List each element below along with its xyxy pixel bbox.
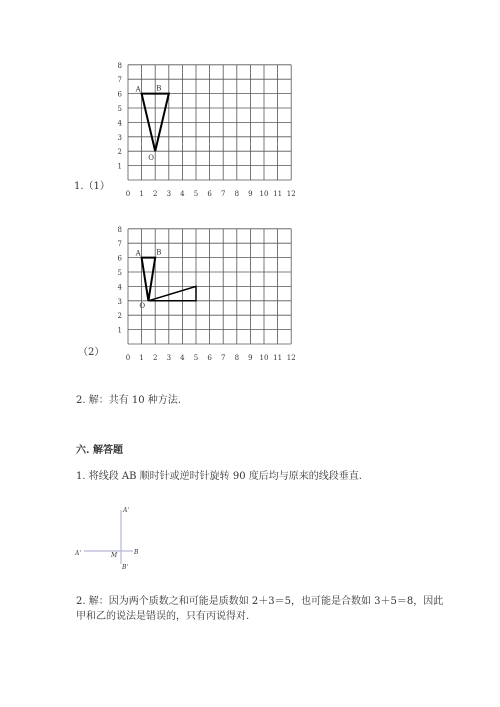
y-tick-label: 3 <box>117 297 122 306</box>
x-tick-label: 12 <box>286 354 296 362</box>
rotation-figure <box>70 500 160 580</box>
x-tick-label: 4 <box>180 190 185 198</box>
x-tick-label: 12 <box>286 190 296 198</box>
x-tick-label: 5 <box>193 190 199 198</box>
grid-2 <box>110 222 310 372</box>
point-label-a: A <box>135 85 141 94</box>
x-tick-label: 6 <box>207 190 212 198</box>
point-label-b: B <box>156 84 162 93</box>
x-tick-label: 0 <box>125 190 131 198</box>
section-title: 六. 解答题 <box>76 445 123 456</box>
y-tick-label: 8 <box>117 225 122 234</box>
x-tick-label: 7 <box>220 190 226 198</box>
y-tick-label: 4 <box>117 119 122 128</box>
label-a-prime-top: A' <box>123 507 129 514</box>
y-tick-label: 1 <box>117 326 122 335</box>
y-tick-label: 1 <box>117 162 122 171</box>
point-label-a: A <box>135 249 141 258</box>
label-m: M <box>111 552 118 559</box>
label-b: B <box>134 549 139 556</box>
x-tick-label: 1 <box>139 354 144 362</box>
x-tick-label: 9 <box>248 354 253 362</box>
x-tick-label: 3 <box>166 190 172 198</box>
label-a-left: A' <box>75 550 81 557</box>
x-tick-label: 5 <box>193 354 199 362</box>
x-tick-label: 8 <box>234 190 240 198</box>
y-tick-label: 4 <box>117 283 122 292</box>
x-tick-label: 10 <box>259 354 269 362</box>
y-tick-label: 5 <box>117 105 122 113</box>
y-tick-label: 6 <box>117 254 122 263</box>
section6-q1: 1. 将线段 AB 顺时针或逆时针旋转 90 度后均与原来的线段垂直. <box>76 471 362 482</box>
x-tick-label: 9 <box>248 190 253 198</box>
x-tick-label: 2 <box>152 354 158 362</box>
point-label-b: B <box>156 248 162 257</box>
section6-q2-line2: 甲和乙的说法是错误的，只有丙说得对. <box>76 611 250 622</box>
grid-1 <box>110 58 310 208</box>
x-tick-label: 8 <box>234 354 240 362</box>
section6-q2-line1: 2. 解：因为两个质数之和可能是质数如 2＋3＝5，也可能是合数如 3＋5＝8，因此 <box>76 596 444 607</box>
y-tick-label: 3 <box>117 133 122 142</box>
q1-part1-label: 1.（1） <box>74 181 110 192</box>
y-tick-label: 7 <box>117 76 122 85</box>
y-tick-label: 5 <box>117 269 122 277</box>
q2-answer: 2. 解：共有 10 种方法. <box>76 395 181 406</box>
x-tick-label: 11 <box>273 190 283 198</box>
q1-part2-label: （2） <box>78 347 105 358</box>
x-tick-label: 2 <box>152 190 158 198</box>
x-tick-label: 7 <box>220 354 226 362</box>
point-label-o: O <box>139 301 146 310</box>
point-label-o: O <box>148 154 154 163</box>
x-tick-label: 1 <box>139 190 144 198</box>
y-tick-label: 2 <box>117 312 122 321</box>
y-tick-label: 2 <box>117 148 122 157</box>
x-tick-label: 6 <box>207 354 212 362</box>
y-tick-label: 8 <box>117 61 122 70</box>
x-tick-label: 11 <box>273 354 283 362</box>
triangle-aob-original <box>142 258 156 301</box>
x-tick-label: 0 <box>125 354 131 362</box>
x-tick-label: 10 <box>259 190 269 198</box>
x-tick-label: 3 <box>166 354 172 362</box>
x-tick-label: 4 <box>180 354 185 362</box>
y-tick-label: 6 <box>117 90 122 99</box>
label-b-prime: B' <box>122 564 129 571</box>
y-tick-label: 7 <box>117 240 122 249</box>
